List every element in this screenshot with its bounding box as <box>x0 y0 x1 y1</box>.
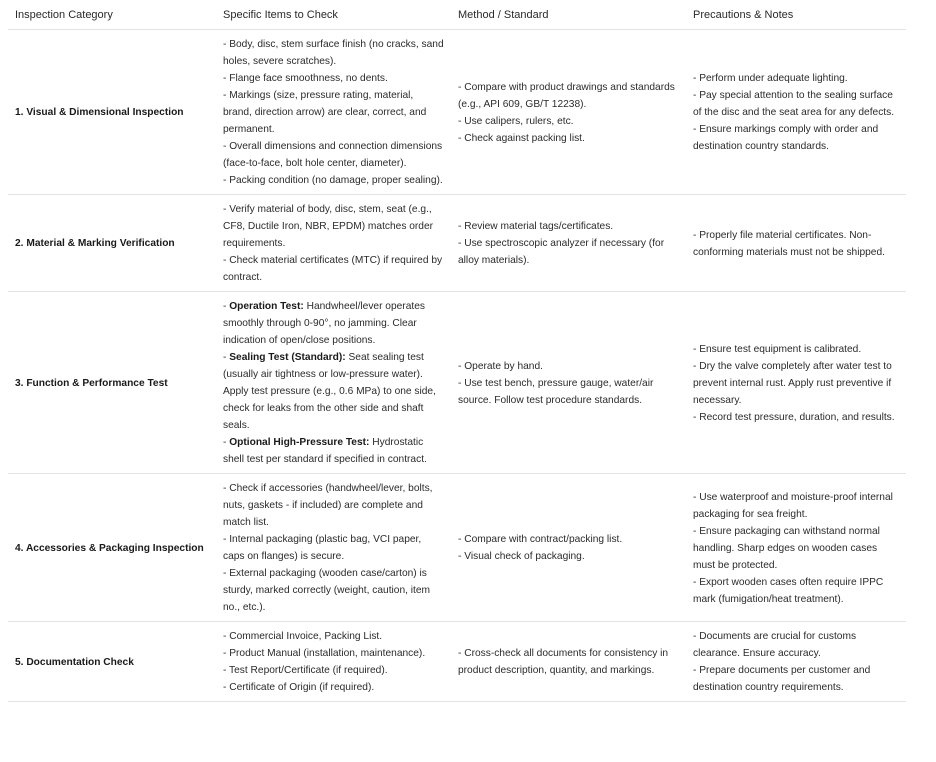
notes-cell <box>686 30 906 195</box>
method-item: - Operate by hand. <box>458 360 543 372</box>
check-item <box>223 298 444 349</box>
note-item: - Pay special attention to the sealing surface of the disc and the seat area for any defects. <box>693 90 895 118</box>
header-items: Specific Items to Check <box>216 0 451 30</box>
method-item: - Use test bench, pressure gauge, water/air source. Follow test procedure standards. <box>458 377 654 406</box>
method-cell <box>451 30 686 195</box>
note-item: - Perform under adequate lighting. <box>693 73 848 84</box>
check-item <box>223 36 444 70</box>
check-item-prefix: - <box>223 352 230 363</box>
category-cell: 2. Material & Marking Verification <box>8 195 216 292</box>
header-method: Method / Standard <box>451 0 686 30</box>
check-item-text: - Check material certificates (MTC) if required by contract. <box>223 255 443 283</box>
check-item-text: Hydrostatic shell test per standard if specified in contract. <box>223 437 427 465</box>
check-item-text: - Internal packaging (plastic bag, VCI paper, caps on flanges) is secure. <box>223 534 422 562</box>
check-item-text: Seat sealing test (usually air tightness or low-pressure water). Apply test pressure (e.g., 0.6 MPa) to one side, check for leaks from the other side and shaft seals. <box>223 352 436 431</box>
note-item: - Ensure packaging can withstand normal handling. Sharp edges on wooden cases must be protected. <box>693 525 880 571</box>
header-notes: Precautions & Notes <box>686 0 906 30</box>
note-item: - Properly file material certificates. Non-conforming materials must not be shipped. <box>693 229 885 258</box>
items-cell <box>216 195 451 292</box>
method-item: - Visual check of packaging. <box>458 551 585 562</box>
note-item: - Export wooden cases often require IPPC mark (fumigation/heat treatment). <box>693 576 884 605</box>
notes-cell <box>686 292 906 474</box>
check-item-text: - Test Report/Certificate (if required). <box>223 665 388 676</box>
check-item-title: Optional High-Pressure Test: <box>229 437 370 448</box>
check-item-text: - Body, disc, stem surface finish (no cracks, sand holes, severe scratches). <box>223 39 444 67</box>
table-row <box>8 474 906 622</box>
category-cell: 3. Function & Performance Test <box>8 292 216 474</box>
check-item <box>223 565 444 616</box>
check-item-text: - Check if accessories (handwheel/lever, bolts, nuts, gaskets - if included) are complete and match list. <box>223 483 433 528</box>
check-item <box>223 70 444 87</box>
check-item-prefix: - <box>223 301 230 312</box>
check-item-title: Sealing Test (Standard): <box>229 352 346 363</box>
method-cell <box>451 195 686 292</box>
category-cell: 4. Accessories & Packaging Inspection <box>8 474 216 622</box>
notes-cell <box>686 195 906 292</box>
check-item-text: - Markings (size, pressure rating, material, brand, direction arrow) are clear, correct, and permanent. <box>223 90 427 135</box>
check-item-text: - Packing condition (no damage, proper sealing). <box>223 175 443 186</box>
table-body <box>8 30 906 702</box>
check-item-text: Handwheel/lever operates smoothly through 0-90°, no jamming. Clear indication of open/close positions. <box>223 301 425 346</box>
items-cell <box>216 30 451 195</box>
method-item: - Use spectroscopic analyzer if necessary (for alloy materials). <box>458 238 665 266</box>
note-item: - Documents are crucial for customs clearance. Ensure accuracy. <box>693 631 857 659</box>
check-item-text: - Flange face smoothness, no dents. <box>223 73 388 84</box>
notes-cell <box>686 474 906 622</box>
method-item: - Cross-check all documents for consistency in product description, quantity, and markings. <box>458 648 669 676</box>
check-item-text: - Product Manual (installation, maintenance). <box>223 648 426 659</box>
check-item <box>223 662 444 679</box>
method-item: - Check against packing list. <box>458 132 585 144</box>
check-item <box>223 628 444 645</box>
notes-cell <box>686 622 906 702</box>
check-item-text: - Certificate of Origin (if required). <box>223 682 375 693</box>
table-row <box>8 195 906 292</box>
inspection-table <box>8 0 906 702</box>
check-item <box>223 201 444 252</box>
method-cell <box>451 622 686 702</box>
check-item-text: - Verify material of body, disc, stem, seat (e.g., CF8, Ductile Iron, NBR, EPDM) matches order requirements. <box>223 204 434 249</box>
items-cell <box>216 292 451 474</box>
check-item <box>223 531 444 565</box>
check-item-text: - Overall dimensions and connection dimensions (face-to-face, bolt hole center, diameter). <box>223 141 443 169</box>
note-item: - Ensure markings comply with order and destination country standards. <box>693 124 879 152</box>
check-item <box>223 138 444 172</box>
category-cell: 1. Visual & Dimensional Inspection <box>8 30 216 195</box>
check-item <box>223 480 444 531</box>
check-item <box>223 252 444 286</box>
check-item <box>223 434 444 468</box>
method-item: - Compare with product drawings and standards (e.g., API 609, GB/T 12238). <box>458 81 675 110</box>
table-row <box>8 622 906 702</box>
check-item-text: - External packaging (wooden case/carton) is sturdy, marked correctly (weight, caution, item no., etc.). <box>223 568 431 613</box>
method-item: - Use calipers, rulers, etc. <box>458 115 574 127</box>
check-item-text: - Commercial Invoice, Packing List. <box>223 631 383 642</box>
method-item: - Review material tags/certificates. <box>458 221 614 232</box>
method-item: - Compare with contract/packing list. <box>458 534 623 545</box>
check-item <box>223 679 444 696</box>
check-item <box>223 349 444 434</box>
note-item: - Ensure test equipment is calibrated. <box>693 343 862 355</box>
check-item <box>223 645 444 662</box>
check-item-title: Operation Test: <box>229 301 304 312</box>
items-cell <box>216 474 451 622</box>
note-item: - Record test pressure, duration, and results. <box>693 411 895 423</box>
check-item-prefix: - <box>223 437 230 448</box>
note-item: - Prepare documents per customer and destination country requirements. <box>693 665 871 693</box>
note-item: - Use waterproof and moisture-proof internal packaging for sea freight. <box>693 491 893 520</box>
note-item: - Dry the valve completely after water test to prevent internal rust. Apply rust preventive if necessary. <box>693 360 892 406</box>
category-cell: 5. Documentation Check <box>8 622 216 702</box>
table-row <box>8 292 906 474</box>
method-cell <box>451 292 686 474</box>
items-cell <box>216 622 451 702</box>
table-row <box>8 30 906 195</box>
header-category: Inspection Category <box>8 0 216 30</box>
method-cell <box>451 474 686 622</box>
check-item <box>223 87 444 138</box>
header-row <box>8 0 906 30</box>
check-item <box>223 172 444 189</box>
